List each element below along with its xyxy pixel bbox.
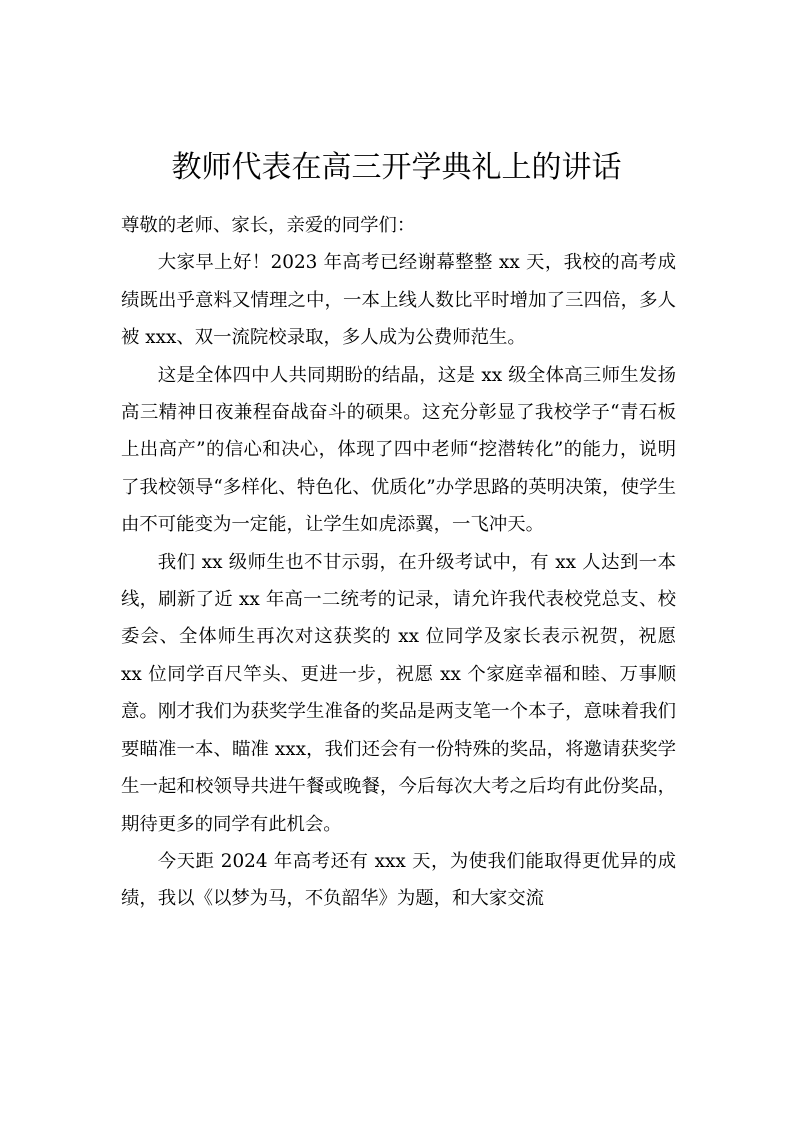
paragraph-4: 今天距 2024 年高考还有 xxx 天，为使我们能取得更优异的成绩，我以《以梦为马，不负韶华》为题，和大家交流: [121, 850, 676, 910]
salutation: 尊敬的老师、家长，亲爱的同学们：: [121, 215, 416, 236]
paragraph-1: 大家早上好！2023 年高考已经谢幕整整 xx 天，我校的高考成绩既出乎意料又情理之中，一本上线人数比平时增加了三四倍，多人被 xxx、双一流院校录取，多人成为公费师范生。: [121, 252, 676, 349]
document-body: [121, 207, 676, 918]
document-title: 教师代表在高三开学典礼上的讲话: [171, 150, 622, 185]
paragraph-2: 这是全体四中人共同期盼的结晶，这是 xx 级全体高三师生发扬高三精神日夜兼程奋战奋斗的硕果。这充分彰显了我校学子“青石板上出高产”的信心和决心，体现了四中老师“挖潜转化”的能力，说明了我校领导“多样化、特色化、优质化”办学思路的英明决策，使学生由不可能变为一定能，让学生如虎添翼，一飞冲天。: [121, 364, 676, 536]
paragraph-3: 我们 xx 级师生也不甘示弱，在升级考试中，有 xx 人达到一本线，刷新了近 xx 年高一二统考的记录，请允许我代表校党总支、校委会、全体师生再次对这获奖的 xx 位同学及家长表示祝贺，祝愿 xx 位同学百尺竿头、更进一步，祝愿 xx 个家庭幸福和睦、万事顺意。刚才我们为获奖学生准备的奖品是两支笔一个本子，意味着我们要瞄准一本、瞄准 xxx，我们还会有一份特殊的奖品，将邀请获奖学生一起和校领导共进午餐或晚餐，今后每次大考之后均有此份奖品，期待更多的同学有此机会。: [121, 551, 676, 835]
